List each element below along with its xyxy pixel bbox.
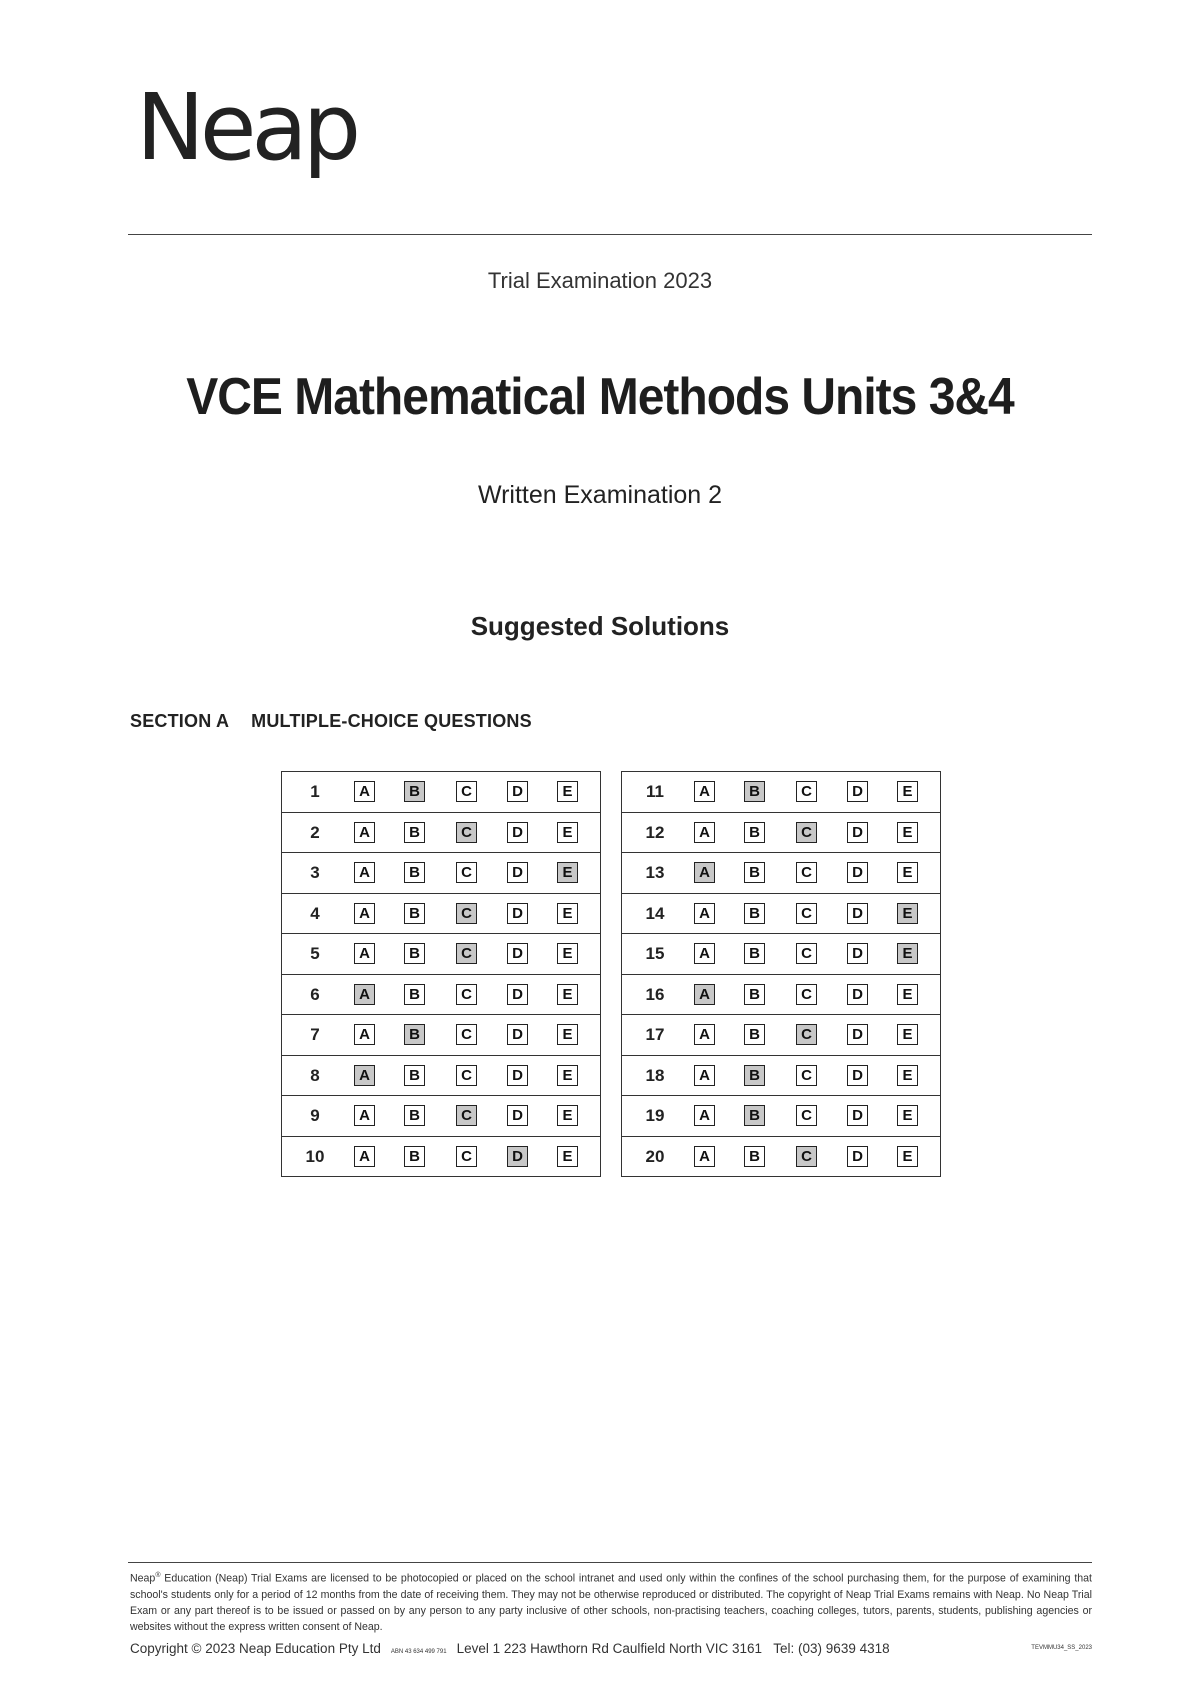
answer-row — [622, 1096, 940, 1137]
option-box: A — [694, 1146, 715, 1167]
answer-row — [282, 1137, 600, 1178]
option-box: D — [847, 1065, 868, 1086]
option-box: D — [507, 1105, 528, 1126]
question-number: 12 — [645, 822, 665, 842]
section-heading — [130, 711, 532, 732]
option-box: A — [694, 1065, 715, 1086]
answer-row — [622, 813, 940, 854]
option-box: A — [694, 822, 715, 843]
option-box: A — [354, 781, 375, 802]
selected-option-box: B — [404, 781, 425, 802]
answer-row — [282, 853, 600, 894]
selected-option-box: A — [694, 984, 715, 1005]
option-box: C — [796, 862, 817, 883]
option-box: A — [354, 862, 375, 883]
selected-option-box: C — [796, 1146, 817, 1167]
option-box: D — [847, 1105, 868, 1126]
header-divider — [128, 234, 1092, 235]
option-box: A — [694, 943, 715, 964]
answer-row — [622, 1056, 940, 1097]
question-number: 11 — [646, 782, 664, 801]
option-box: E — [557, 1105, 578, 1126]
answer-row — [282, 813, 600, 854]
answer-row — [622, 975, 940, 1016]
selected-option-box: A — [354, 984, 375, 1005]
registered-mark: ® — [155, 1572, 161, 1579]
abn-text: ABN 43 634 499 791 — [390, 1649, 447, 1655]
document-code: TEVMMU34_SS_2023 — [1031, 1645, 1092, 1651]
selected-option-box: A — [354, 1065, 375, 1086]
option-box: D — [847, 862, 868, 883]
answer-grid-left — [281, 771, 601, 1177]
option-box: B — [744, 862, 765, 883]
option-box: D — [507, 1024, 528, 1045]
option-box: B — [404, 1065, 425, 1086]
option-box: E — [897, 1065, 918, 1086]
option-box: E — [557, 943, 578, 964]
option-box: B — [744, 1024, 765, 1045]
option-box: E — [897, 822, 918, 843]
option-box: D — [507, 1065, 528, 1086]
option-box: B — [744, 903, 765, 924]
answer-row — [282, 772, 600, 813]
address-text: Level 1 223 Hawthorn Rd Caulfield North VIC 3161 — [456, 1641, 763, 1656]
option-box: D — [847, 984, 868, 1005]
selected-option-box: E — [897, 943, 918, 964]
question-number: 17 — [645, 1025, 665, 1044]
selected-option-box: E — [897, 903, 918, 924]
option-box: B — [404, 822, 425, 843]
selected-option-box: D — [507, 1146, 528, 1167]
option-box: E — [557, 903, 578, 924]
option-box: D — [847, 822, 868, 843]
selected-option-box: C — [796, 822, 817, 843]
option-box: E — [557, 1065, 578, 1086]
question-number: 5 — [310, 944, 320, 963]
copyright-text: Copyright © 2023 Neap Education Pty Ltd — [130, 1641, 381, 1656]
option-box: D — [847, 903, 868, 924]
option-box: B — [404, 1105, 425, 1126]
question-number: 1 — [310, 782, 320, 801]
option-box: C — [456, 1024, 477, 1045]
footer-line — [130, 1641, 1092, 1656]
option-box: C — [456, 984, 477, 1005]
selected-option-box: B — [404, 1024, 425, 1045]
option-box: B — [404, 984, 425, 1005]
question-number: 10 — [305, 1146, 325, 1166]
answer-row — [622, 772, 940, 813]
answer-row — [622, 1015, 940, 1056]
option-box: B — [744, 943, 765, 964]
option-box: B — [404, 903, 425, 924]
option-box: A — [354, 1146, 375, 1167]
page-title: VCE Mathematical Methods Units 3&4 — [186, 368, 1014, 427]
option-box: E — [897, 781, 918, 802]
option-box: A — [354, 903, 375, 924]
option-box: B — [404, 1146, 425, 1167]
selected-option-box: C — [456, 822, 477, 843]
selected-option-box: B — [744, 781, 765, 802]
option-box: C — [796, 1105, 817, 1126]
option-box: A — [354, 822, 375, 843]
section-label: SECTION A — [130, 711, 230, 731]
selected-option-box: C — [456, 1105, 477, 1126]
option-box: D — [507, 984, 528, 1005]
exam-subtitle: Written Examination 2 — [477, 481, 723, 509]
selected-option-box: B — [744, 1105, 765, 1126]
option-box: D — [847, 1024, 868, 1045]
section-title: MULTIPLE-CHOICE QUESTIONS — [251, 711, 532, 731]
option-box: C — [796, 984, 817, 1005]
license-brand: Neap — [130, 1572, 156, 1585]
option-box: D — [847, 781, 868, 802]
option-box: A — [694, 781, 715, 802]
option-box: E — [557, 1024, 578, 1045]
answer-row — [622, 934, 940, 975]
answer-row — [282, 934, 600, 975]
option-box: E — [557, 781, 578, 802]
question-number: 14 — [645, 903, 665, 923]
question-number: 7 — [310, 1025, 320, 1044]
answer-row — [282, 894, 600, 935]
option-box: D — [507, 943, 528, 964]
question-number: 4 — [310, 903, 320, 923]
question-number: 8 — [310, 1065, 320, 1085]
answer-row — [282, 1056, 600, 1097]
answer-grid-right — [621, 771, 941, 1177]
option-box: E — [897, 1024, 918, 1045]
option-box: B — [744, 984, 765, 1005]
question-number: 18 — [645, 1065, 665, 1085]
option-box: B — [404, 943, 425, 964]
option-box: D — [507, 822, 528, 843]
option-box: A — [354, 1105, 375, 1126]
license-text: Education (Neap) Trial Exams are licensed to be photocopied or placed on the school intranet and used only within the confines of the school purchasing them, for the purpose of examining that school's students only for a period of 12 months from the date of receiving them. They may not be otherwise reproduced or distributed. The copyright of Neap Trial Exams remains with Neap. No Neap Trial Exam or any part thereof is to be issued or passed on by any person to any party inclusive of other schools, non-practising teachers, coaching colleges, tutors, parents, students, publishing agencies or websites without the express written consent of Neap. — [130, 1572, 1092, 1633]
option-box: E — [557, 984, 578, 1005]
option-box: A — [354, 1024, 375, 1045]
answer-row — [282, 1096, 600, 1137]
option-box: B — [744, 1146, 765, 1167]
option-box: D — [507, 781, 528, 802]
option-box: A — [694, 1024, 715, 1045]
option-box: C — [796, 781, 817, 802]
neap-logo: Neap — [136, 74, 357, 181]
question-number: 2 — [310, 822, 320, 842]
question-number: 6 — [310, 984, 320, 1004]
option-box: D — [507, 862, 528, 883]
option-box: E — [897, 1146, 918, 1167]
answer-row — [622, 1137, 940, 1178]
option-box: E — [897, 862, 918, 883]
question-number: 20 — [645, 1146, 665, 1166]
answer-row — [282, 1015, 600, 1056]
option-box: A — [694, 903, 715, 924]
option-box: E — [897, 1105, 918, 1126]
selected-option-box: C — [796, 1024, 817, 1045]
option-box: C — [796, 943, 817, 964]
selected-option-box: E — [557, 862, 578, 883]
answer-row — [622, 853, 940, 894]
solutions-heading: Suggested Solutions — [470, 611, 730, 641]
option-box: B — [744, 822, 765, 843]
answer-row — [282, 975, 600, 1016]
option-box: C — [456, 781, 477, 802]
question-number: 16 — [645, 984, 665, 1004]
option-box: D — [507, 903, 528, 924]
selected-option-box: C — [456, 943, 477, 964]
option-box: C — [796, 903, 817, 924]
option-box: C — [456, 1065, 477, 1086]
selected-option-box: A — [694, 862, 715, 883]
selected-option-box: C — [456, 903, 477, 924]
question-number: 15 — [645, 944, 665, 963]
option-box: D — [847, 1146, 868, 1167]
option-box: E — [557, 1146, 578, 1167]
license-notice — [130, 1568, 1092, 1635]
option-box: E — [897, 984, 918, 1005]
option-box: C — [796, 1065, 817, 1086]
selected-option-box: B — [744, 1065, 765, 1086]
option-box: E — [557, 822, 578, 843]
option-box: A — [354, 943, 375, 964]
option-box: C — [456, 1146, 477, 1167]
option-box: B — [404, 862, 425, 883]
question-number: 9 — [310, 1106, 320, 1125]
question-number: 3 — [310, 863, 320, 882]
option-box: A — [694, 1105, 715, 1126]
answer-row — [622, 894, 940, 935]
question-number: 13 — [645, 863, 665, 882]
option-box: D — [847, 943, 868, 964]
option-box: C — [456, 862, 477, 883]
phone-text: Tel: (03) 9639 4318 — [773, 1641, 890, 1656]
exam-year-line: Trial Examination 2023 — [487, 268, 713, 293]
question-number: 19 — [645, 1106, 665, 1125]
footer-divider — [128, 1562, 1092, 1563]
